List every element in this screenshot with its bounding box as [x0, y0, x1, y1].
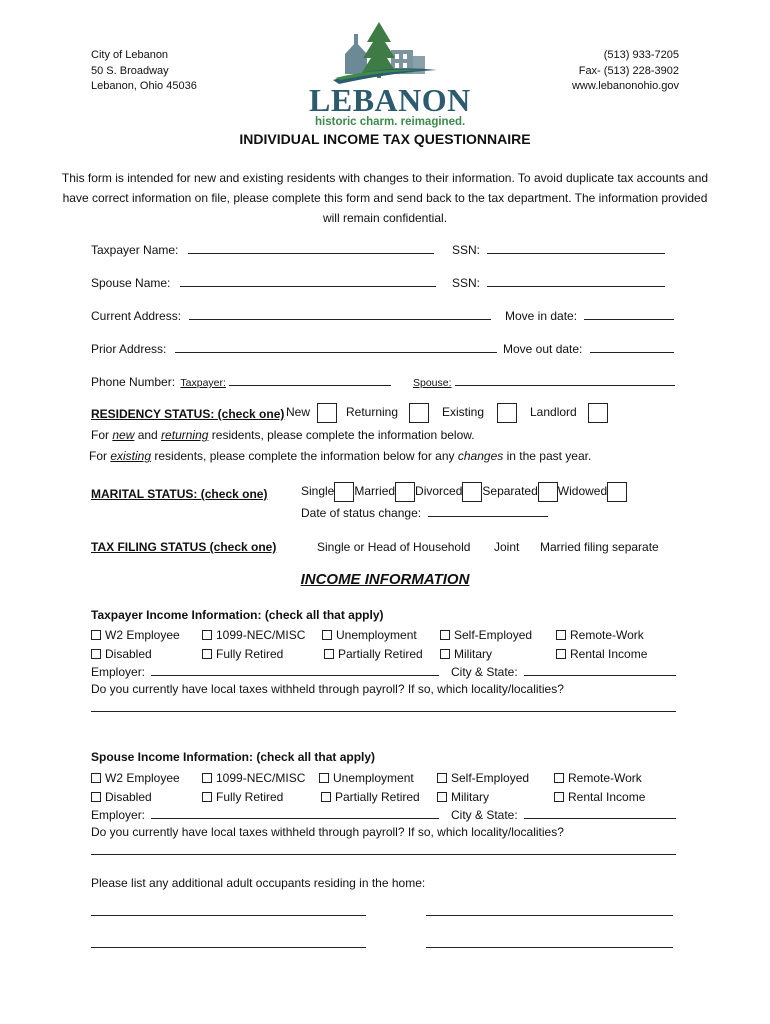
checkbox-icon[interactable]: [202, 630, 212, 640]
checkbox-icon[interactable]: [437, 773, 447, 783]
move-in-field[interactable]: [584, 308, 674, 320]
status-change-row: [301, 505, 548, 520]
marital-married-checkbox[interactable]: [395, 482, 415, 502]
marital-separated-checkbox[interactable]: [538, 482, 558, 502]
taxpayer-name-label: Taxpayer Name:: [91, 243, 179, 257]
taxpayer-locality-question: Do you currently have local taxes withheld through payroll? If so, which locality/localities?: [91, 682, 564, 696]
note-emphasis: returning: [161, 428, 209, 442]
address-line: City of Lebanon: [91, 49, 169, 61]
checkbox-icon[interactable]: [91, 773, 101, 783]
taxpayer-w2[interactable]: [91, 628, 180, 642]
prior-address-label: Prior Address:: [91, 342, 167, 356]
status-change-field[interactable]: [428, 505, 548, 517]
checkbox-icon[interactable]: [91, 792, 101, 802]
checkbox-icon[interactable]: [321, 792, 331, 802]
checkbox-icon[interactable]: [324, 649, 334, 659]
spouse-self-employed[interactable]: [437, 771, 529, 785]
spouse-income-heading: Spouse Income Information: (check all that apply): [91, 750, 376, 764]
note-text: For: [89, 449, 111, 463]
note-text: in the past year.: [503, 449, 592, 463]
checkbox-icon[interactable]: [322, 630, 332, 640]
option-label: Rental Income: [568, 790, 646, 804]
spouse-ssn-row: [452, 275, 665, 290]
spouse-name-field[interactable]: [180, 275, 436, 287]
option-label: Disabled: [105, 790, 152, 804]
phone-spouse-field[interactable]: [455, 374, 675, 386]
spouse-rental-income[interactable]: [554, 790, 645, 804]
prior-address-row: [91, 341, 497, 356]
spouse-locality-field[interactable]: [91, 843, 676, 855]
marital-option-widowed: Widowed: [557, 484, 608, 499]
note-text: residents, please complete the information below.: [208, 428, 475, 442]
occupant-field-2[interactable]: [426, 904, 673, 916]
current-address-field[interactable]: [189, 308, 491, 320]
marital-option-married: Married: [354, 484, 396, 499]
move-out-label: Move out date:: [503, 342, 583, 356]
option-label: Remote-Work: [568, 771, 642, 785]
option-label: Self-Employed: [451, 771, 530, 785]
note-text: residents, please complete the information below for any: [151, 449, 458, 463]
residency-option-label: Existing: [442, 405, 485, 420]
spouse-1099[interactable]: [202, 771, 305, 785]
spouse-disabled[interactable]: [91, 790, 152, 804]
taxpayer-name-field[interactable]: [188, 242, 434, 254]
occupant-field-3[interactable]: [91, 936, 366, 948]
taxpayer-remote-work[interactable]: [556, 628, 644, 642]
checkbox-icon[interactable]: [556, 649, 566, 659]
prior-address-field[interactable]: [175, 341, 497, 353]
contact-block: [572, 48, 679, 95]
marital-option-separated: Separated: [482, 484, 538, 499]
fax-line: Fax- (513) 228-3902: [578, 64, 679, 77]
filing-option-separate[interactable]: Married filing separate: [540, 540, 659, 554]
intro-paragraph: This form is intended for new and existing residents with changes to their information. To avoid duplicate tax accounts and have correct information on file, please complete this form and send back to the tax department. The information provided will remain confidential.: [61, 171, 709, 225]
ssn-label: SSN:: [452, 243, 481, 257]
option-label: Self-Employed: [454, 628, 533, 642]
taxpayer-city-row: [451, 664, 676, 679]
note-emphasis: existing: [110, 449, 152, 463]
residency-option-new[interactable]: [286, 403, 337, 423]
taxpayer-disabled[interactable]: [91, 647, 152, 661]
residency-option-landlord[interactable]: [530, 403, 608, 423]
income-section-heading: INCOME INFORMATION: [300, 571, 470, 588]
occupant-field-1[interactable]: [91, 904, 366, 916]
status-change-label: Date of status change:: [301, 506, 422, 520]
residency-label: RESIDENCY STATUS: (check one): [91, 407, 285, 421]
page-title: INDIVIDUAL INCOME TAX QUESTIONNAIRE: [239, 131, 531, 147]
option-label: W2 Employee: [105, 628, 180, 642]
logo-wordmark: LEBANON: [309, 82, 471, 118]
checkbox-icon[interactable]: [554, 792, 564, 802]
taxpayer-city-field[interactable]: [524, 664, 676, 676]
current-address-row: [91, 308, 491, 323]
website-line[interactable]: www.lebanonohio.gov: [571, 80, 679, 92]
filing-option-joint[interactable]: Joint: [494, 540, 520, 554]
residency-option-label: Returning: [346, 405, 399, 420]
checkbox-icon[interactable]: [202, 773, 212, 783]
logo-tagline: historic charm. reimagined.: [315, 116, 466, 128]
taxpayer-partially-retired[interactable]: [324, 647, 423, 661]
checkbox-icon[interactable]: [91, 630, 101, 640]
taxpayer-military[interactable]: [440, 647, 492, 661]
spouse-name-label: Spouse Name:: [91, 276, 171, 290]
checkbox-icon[interactable]: [202, 649, 212, 659]
spouse-fully-retired[interactable]: [202, 790, 283, 804]
note-text: and: [134, 428, 162, 442]
option-label: 1099-NEC/MISC: [216, 771, 306, 785]
taxpayer-name-row: [91, 242, 434, 257]
option-label: 1099-NEC/MISC: [216, 628, 306, 642]
note-text: For: [91, 428, 113, 442]
phone-spouse-row: [413, 374, 675, 389]
move-in-row: [505, 308, 674, 323]
spouse-ssn-field[interactable]: [487, 275, 665, 287]
move-in-label: Move in date:: [505, 309, 578, 323]
phone-spouse-label: Spouse:: [413, 377, 452, 389]
marital-divorced-checkbox[interactable]: [462, 482, 482, 502]
filing-label: TAX FILING STATUS (check one): [91, 540, 277, 554]
note-emphasis: new: [112, 428, 135, 442]
marital-option-divorced: Divorced: [415, 484, 463, 499]
option-label: Remote-Work: [570, 628, 644, 642]
phone-line: (513) 933-7205: [603, 49, 679, 61]
option-label: Military: [454, 647, 492, 661]
option-label: Fully Retired: [216, 790, 284, 804]
spouse-partially-retired[interactable]: [321, 790, 420, 804]
option-label: Partially Retired: [335, 790, 420, 804]
taxpayer-ssn-row: [452, 242, 665, 257]
residency-landlord-checkbox[interactable]: [588, 403, 608, 423]
city-logo: [305, 20, 471, 132]
employer-label: Employer:: [91, 665, 146, 679]
move-out-field[interactable]: [590, 341, 674, 353]
checkbox-icon[interactable]: [91, 649, 101, 659]
checkbox-icon[interactable]: [319, 773, 329, 783]
occupants-prompt: Please list any additional adult occupants residing in the home:: [91, 876, 426, 890]
taxpayer-employer-row: [91, 664, 439, 679]
taxpayer-rental-income[interactable]: [556, 647, 647, 661]
move-out-row: [503, 341, 674, 356]
option-label: W2 Employee: [105, 771, 180, 785]
checkbox-icon[interactable]: [202, 792, 212, 802]
filing-option-single[interactable]: Single or Head of Household: [317, 540, 471, 554]
spouse-military[interactable]: [437, 790, 489, 804]
marital-widowed-checkbox[interactable]: [607, 482, 627, 502]
taxpayer-employer-field[interactable]: [151, 664, 439, 676]
residency-existing-checkbox[interactable]: [497, 403, 517, 423]
phone-label: Phone Number:: [91, 375, 176, 389]
marital-option-single: Single: [301, 484, 335, 499]
residency-note-new: [91, 428, 475, 442]
phone-taxpayer-field[interactable]: [229, 374, 391, 386]
taxpayer-locality-field[interactable]: [91, 700, 676, 712]
option-label: Military: [451, 790, 489, 804]
spouse-employer-row: [91, 807, 439, 822]
option-label: Rental Income: [570, 647, 648, 661]
city-state-label: City & State:: [451, 808, 518, 822]
address-block: [91, 48, 197, 95]
residency-option-label: New: [286, 405, 311, 420]
phone-taxpayer-label: Taxpayer:: [180, 377, 226, 389]
employer-label: Employer:: [91, 808, 146, 822]
current-address-label: Current Address:: [91, 309, 182, 323]
residency-new-checkbox[interactable]: [317, 403, 337, 423]
checkbox-icon[interactable]: [437, 792, 447, 802]
residency-returning-checkbox[interactable]: [409, 403, 429, 423]
marital-label: MARITAL STATUS: (check one): [91, 487, 268, 501]
taxpayer-ssn-field[interactable]: [487, 242, 665, 254]
option-label: Unemployment: [333, 771, 414, 785]
option-label: Partially Retired: [338, 647, 423, 661]
address-line: Lebanon, Ohio 45036: [91, 80, 197, 92]
option-label: Unemployment: [336, 628, 417, 642]
note-emphasis: changes: [457, 449, 504, 463]
checkbox-icon[interactable]: [556, 630, 566, 640]
spouse-unemployment[interactable]: [319, 771, 414, 785]
checkbox-icon[interactable]: [554, 773, 564, 783]
option-label: Fully Retired: [216, 647, 284, 661]
spouse-w2[interactable]: [91, 771, 180, 785]
ssn-label: SSN:: [452, 276, 481, 290]
marital-options: [301, 482, 627, 502]
spouse-name-row: [91, 275, 436, 290]
checkbox-icon[interactable]: [440, 630, 450, 640]
taxpayer-1099[interactable]: [202, 628, 305, 642]
town-skyline-icon: [305, 20, 465, 86]
address-line: 50 S. Broadway: [91, 64, 169, 77]
residency-option-existing[interactable]: [442, 403, 517, 423]
spouse-employer-field[interactable]: [151, 807, 439, 819]
phone-row: [91, 374, 391, 389]
spouse-locality-question: Do you currently have local taxes withheld through payroll? If so, which locality/localities?: [91, 825, 564, 839]
checkbox-icon[interactable]: [440, 649, 450, 659]
occupant-field-4[interactable]: [426, 936, 673, 948]
spouse-city-field[interactable]: [524, 807, 676, 819]
taxpayer-self-employed[interactable]: [440, 628, 532, 642]
spouse-city-row: [451, 807, 676, 822]
residency-note-existing: [89, 449, 591, 463]
marital-single-checkbox[interactable]: [334, 482, 354, 502]
option-label: Disabled: [105, 647, 152, 661]
taxpayer-income-heading: Taxpayer Income Information: (check all that apply): [91, 608, 384, 622]
taxpayer-unemployment[interactable]: [322, 628, 417, 642]
residency-option-label: Landlord: [530, 405, 577, 420]
residency-option-returning[interactable]: [346, 403, 429, 423]
spouse-remote-work[interactable]: [554, 771, 642, 785]
city-state-label: City & State:: [451, 665, 518, 679]
taxpayer-fully-retired[interactable]: [202, 647, 283, 661]
